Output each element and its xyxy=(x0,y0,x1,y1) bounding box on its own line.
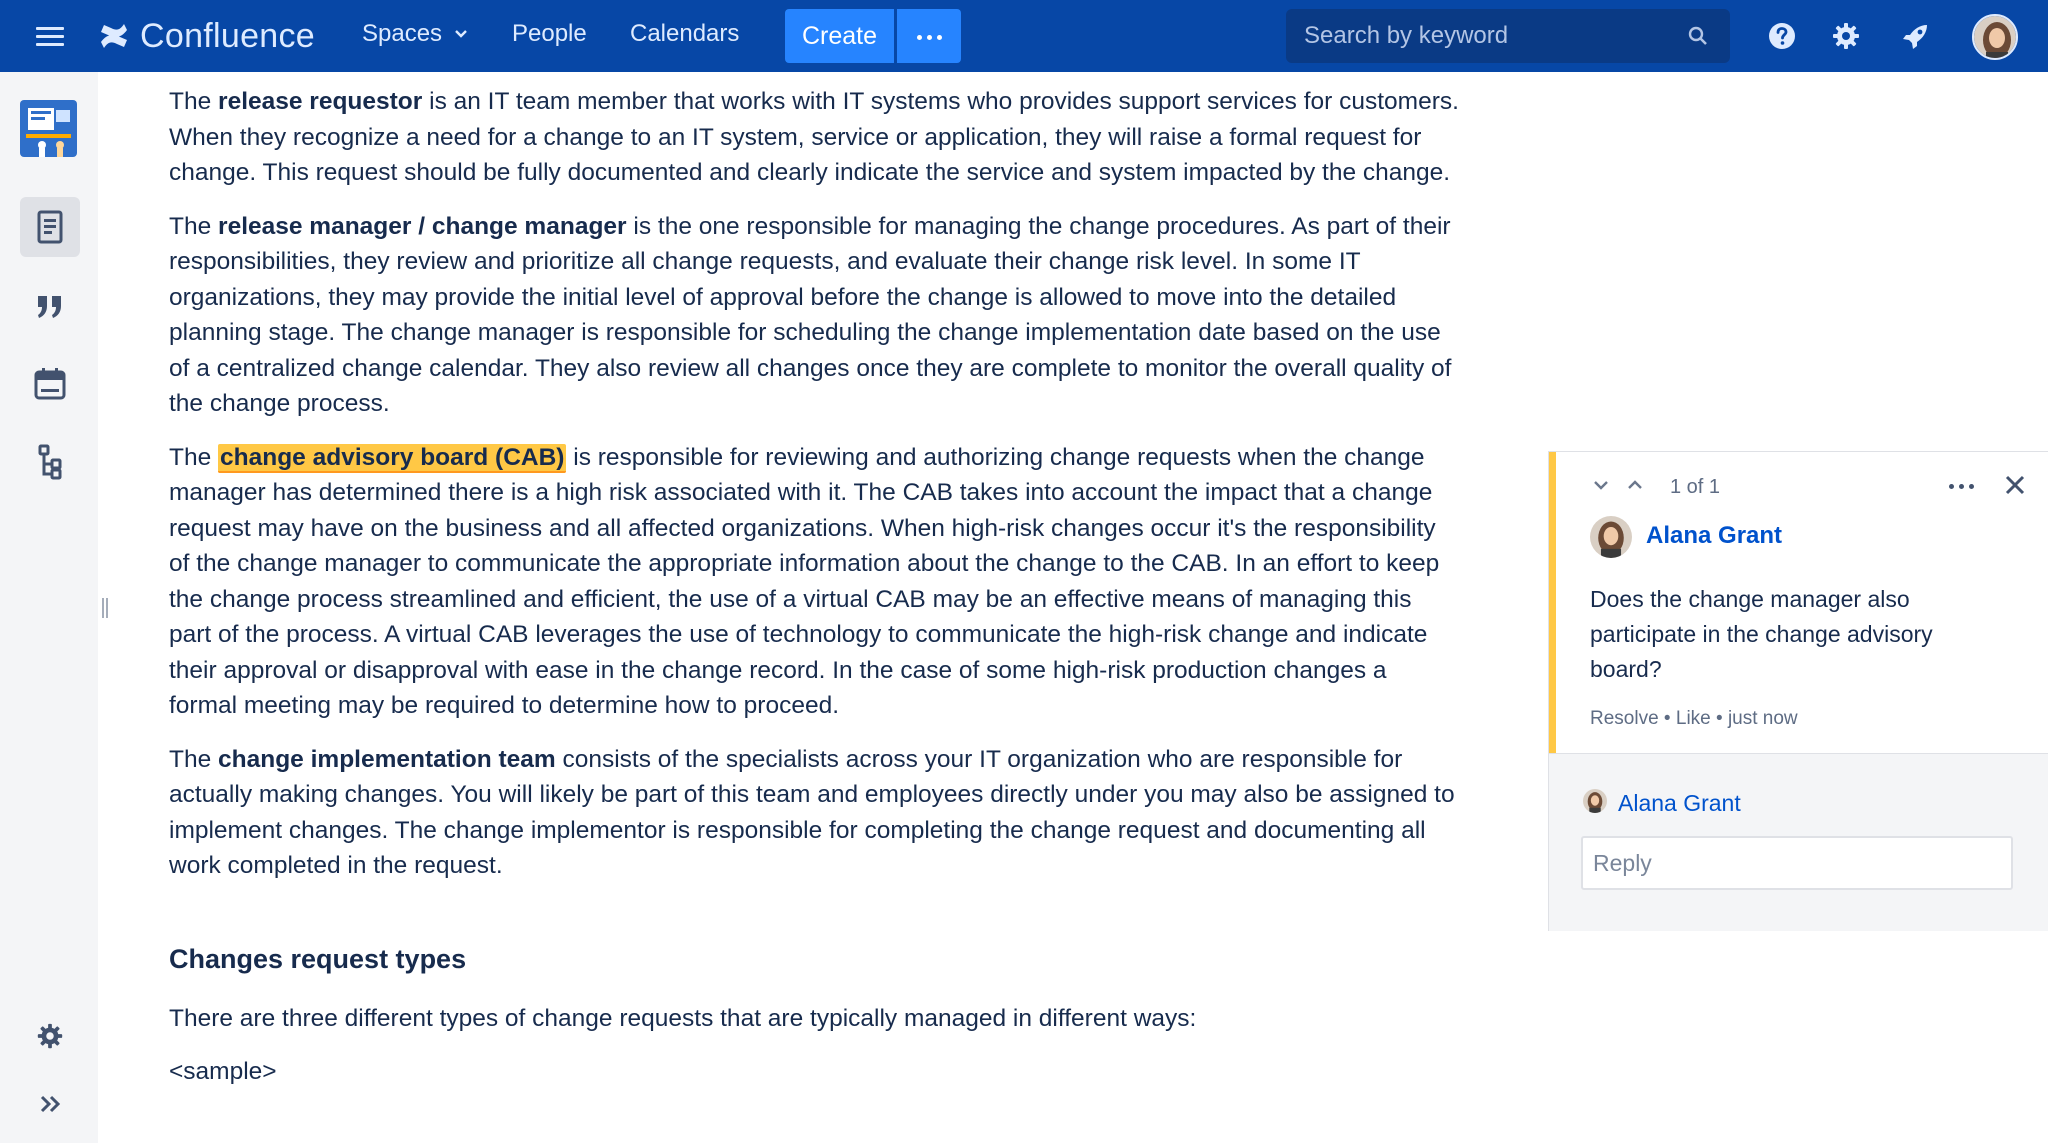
sidebar-resize-handle[interactable] xyxy=(102,598,110,620)
resolve-link[interactable]: Resolve xyxy=(1590,708,1659,729)
nav-spaces[interactable] xyxy=(362,20,468,48)
sidebar-expand-button[interactable] xyxy=(20,1074,80,1134)
double-chevron-right-icon xyxy=(38,1093,62,1115)
gear-icon xyxy=(35,1021,65,1051)
term-release-requestor: release requestor xyxy=(218,88,423,115)
text: The xyxy=(169,745,219,773)
avatar-image xyxy=(1974,16,2018,60)
confluence-logo-icon xyxy=(98,20,130,52)
nav-spaces-label: Spaces xyxy=(362,20,443,47)
avatar-image xyxy=(1583,789,1607,813)
inline-comment-highlight[interactable]: change advisory board (CAB) xyxy=(220,443,565,471)
tree-icon xyxy=(36,444,64,480)
close-icon[interactable] xyxy=(2002,472,2028,498)
comment-count: 1 of 1 xyxy=(1670,476,1721,498)
paragraph-sample: <sample> xyxy=(169,1058,277,1085)
text: The xyxy=(169,443,219,471)
paragraph-release-manager xyxy=(169,209,1459,422)
create-more-button[interactable] xyxy=(897,9,961,63)
text: consists of the specialists across your IT organization who are responsible for actually making changes. You will likely be part of this team and employees directly under you may also be assigned to implement changes. The change implementor is responsible for completing the change request and documenting all work completed in the request. xyxy=(169,745,1455,879)
chevron-down-icon[interactable] xyxy=(1590,474,1612,496)
separator: • xyxy=(1658,708,1676,729)
search-icon[interactable] xyxy=(1688,26,1708,46)
separator: • xyxy=(1710,708,1728,729)
calendar-icon xyxy=(33,367,67,401)
more-icon[interactable] xyxy=(1946,474,1990,498)
chevron-down-icon xyxy=(454,27,468,41)
brand-name: Confluence xyxy=(140,16,316,55)
text: The xyxy=(169,88,219,115)
comment-time: just now xyxy=(1727,708,1798,729)
quote-icon xyxy=(34,292,66,320)
comment-card xyxy=(1549,452,2048,753)
nav-people[interactable]: People xyxy=(512,20,587,47)
paragraph-implementation-team xyxy=(169,742,1459,884)
space-logo-image xyxy=(20,100,77,157)
more-icon xyxy=(914,27,944,45)
term-implementation-team: change implementation team xyxy=(218,745,556,773)
page-icon xyxy=(36,210,64,244)
inline-comment-panel xyxy=(1548,451,2048,931)
user-avatar[interactable] xyxy=(1972,14,2018,60)
sidebar-item-calendars[interactable] xyxy=(20,354,80,414)
comment-author[interactable]: Alana Grant xyxy=(1646,522,1783,549)
paragraph-cab xyxy=(169,440,1459,724)
gear-icon[interactable] xyxy=(1830,20,1862,52)
sidebar-item-space-settings[interactable] xyxy=(20,1006,80,1066)
text: is the one responsible for managing the change procedures. As part of their responsibilities, they review and prioritize all change requests, and evaluate their change risk level. In some IT organizations, they may provide the initial level of approval before the change is allowed to move into the detailed planning stage. The change manager is responsible for scheduling the change implementation date based on the use of a centralized change calendar. They also review all changes once they are complete to monitor the overall quality of the change process. xyxy=(169,212,1452,417)
create-button[interactable]: Create xyxy=(785,9,894,63)
text: is responsible for reviewing and authorizing change requests when the change manager has determined there is a high risk associated with it. The CAB takes into account the impact that a change request may have on the business and all affected organizations. When high-risk changes occur it's the responsibility of the change manager to communicate the appropriate information about the change to the CAB. In an effort to keep the change process streamlined and efficient, the use of a virtual CAB may be an effective means of managing this part of the process. A virtual CAB leverages the use of technology to communicate the high-risk change and indicate their approval or disapproval with ease in the change record. In the case of some high-risk production changes a formal meeting may be required to determine how to proceed. xyxy=(169,443,1440,719)
reply-input[interactable] xyxy=(1581,836,2013,890)
comment-body: Does the change manager also participate in the change advisory board? xyxy=(1590,586,1933,682)
reply-area xyxy=(1549,753,2048,931)
top-navigation xyxy=(0,0,2048,72)
like-link[interactable]: Like xyxy=(1675,708,1711,729)
confluence-logo[interactable] xyxy=(98,14,315,58)
menu-icon[interactable] xyxy=(36,24,64,48)
reply-author[interactable]: Alana Grant xyxy=(1618,790,1741,816)
page-content xyxy=(169,84,1459,1108)
sidebar-item-page-tree[interactable] xyxy=(20,432,80,492)
paragraph-release-requestor xyxy=(169,84,1459,191)
nav-calendars[interactable]: Calendars xyxy=(630,20,740,47)
rocket-icon[interactable] xyxy=(1900,20,1932,52)
paragraph-request-types: There are three different types of change requests that are typically managed in different ways: xyxy=(169,1004,1197,1032)
help-icon[interactable] xyxy=(1766,20,1798,52)
comment-actions xyxy=(1590,708,1798,730)
text: The xyxy=(169,212,219,240)
term-release-manager: release manager / change manager xyxy=(218,212,627,240)
search-box xyxy=(1286,9,1730,63)
avatar-image xyxy=(1590,516,1632,558)
space-logo[interactable] xyxy=(20,100,77,157)
section-heading: Changes request types xyxy=(169,943,467,974)
sidebar-item-pages[interactable] xyxy=(20,197,80,257)
chevron-up-icon[interactable] xyxy=(1624,474,1646,496)
search-input[interactable] xyxy=(1304,22,1684,50)
avatar xyxy=(1583,789,1607,813)
text: is an IT team member that works with IT systems who provides support services for customers. When they recognize a need for a change to an IT system, service or application, they will raise a formal request for change. This request should be fully documented and clearly indicate the service and system impacted by the change. xyxy=(169,88,1459,186)
sidebar-item-blog[interactable] xyxy=(20,276,80,336)
space-sidebar xyxy=(0,72,98,1143)
avatar xyxy=(1590,516,1632,558)
